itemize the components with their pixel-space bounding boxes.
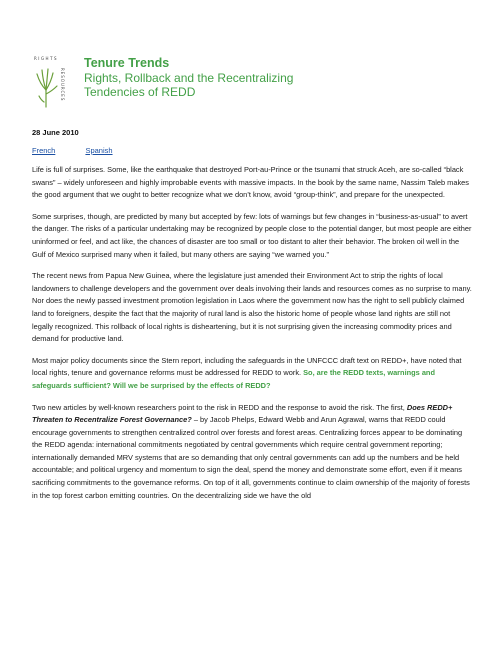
hand-tree-icon — [32, 64, 62, 108]
article-title-reference: Does REDD+ Threaten to Recentralize Forest Governance? — [32, 402, 453, 425]
page-title: Tenure Trends — [84, 56, 170, 70]
publication-date: 28 June 2010 — [32, 128, 79, 137]
paragraph-5-intro: Two new articles by well-known researchers point to the risk in REDD and the response to avoid the risk. The first, — [32, 402, 405, 412]
paragraph-1: Life is full of surprises. Some, like the earthquake that destroyed Port-au-Prince or the tsunami that struck Aceh, are so-called “black swans” – widely unforeseen and highly improbable events with massive impacts. In the book by the same name, Nassim Taleb makes the good argument that we ought to better recognize what we don’t know, avoid “group-think”, and prepare for the unexpected. — [32, 165, 469, 200]
paragraph-4 — [32, 355, 472, 393]
paragraph-5 — [32, 402, 472, 503]
paragraph-3: The recent news from Papua New Guinea, where the legislature just amended their Environment Act to strip the rights of local landowners to challenge developers and the government over deals involving their lands and resources comes as no surprise to many. Nor does the newly passed investment promotion legislation in Laos where the government now has the right to sell publicly claimed land to foreigners, despite the fact that the majority of rural land is also the historic home of people whose land rights are still not legally recognized. This rollback of local rights is disheartening, but it is not surprising given the increasing commodity prices and demand for productive land. — [32, 271, 472, 344]
document-header — [32, 56, 472, 112]
french-link[interactable]: French — [32, 146, 56, 155]
logo-side-text: RESOURCES — [60, 68, 65, 102]
paragraph-4-text: Most major policy documents since the Stern report, including the safeguards in the UNFCCC draft text on REDD+, have noted that local rights, tenure and governance reforms must be addressed for REDD to work. — [32, 355, 462, 378]
paragraph-5-text: – by Jacob Phelps, Edward Webb and Arun Agrawal, warns that REDD could encourage governments to strengthen centralized control over forests and forest areas. Centralizing forces appear to be dominating the REDD agenda: international commitments negotiated by central governments which require central government reporting; internationally demanded MRV systems that are so demanding that only central governments can add up the numbers and be held accountable; and political urgency and momentum to sign the deal, spend the money and demonstrate some effort, even if it means sacrificing commitments to the governance reforms. On top of it all, governments continue to claim ownership of the majority of forests in the top forest carbon emitting countries. On the decentralizing side we have the old — [32, 415, 470, 500]
rights-resources-logo — [32, 56, 72, 108]
page-subtitle-line-1: Rights, Rollback and the Recentralizing — [84, 71, 294, 85]
title-block — [84, 56, 293, 99]
highlighted-question: So, are the REDD texts, warnings and safeguards sufficient? Will we be surprised by the effects of REDD? — [32, 368, 435, 390]
page-subtitle-line-2: Tendencies of REDD — [84, 85, 196, 99]
language-links — [32, 146, 141, 155]
logo-top-text: RIGHTS — [34, 56, 59, 61]
article-body — [32, 164, 472, 511]
paragraph-2: Some surprises, though, are predicted by many but accepted by few: lots of warnings but few changes in “business-as-usual” to avert the danger. The risks of a particular undertaking may be recognized by people close to the potential danger, but most people are either uninformed or feel, and act like, the chances of disaster are too small or too distant to alter their behavior. The broken oil well in the Gulf of Mexico surprised many when it failed, but many others are saying “we warned you.” — [32, 211, 472, 259]
spanish-link[interactable]: Spanish — [85, 146, 113, 155]
